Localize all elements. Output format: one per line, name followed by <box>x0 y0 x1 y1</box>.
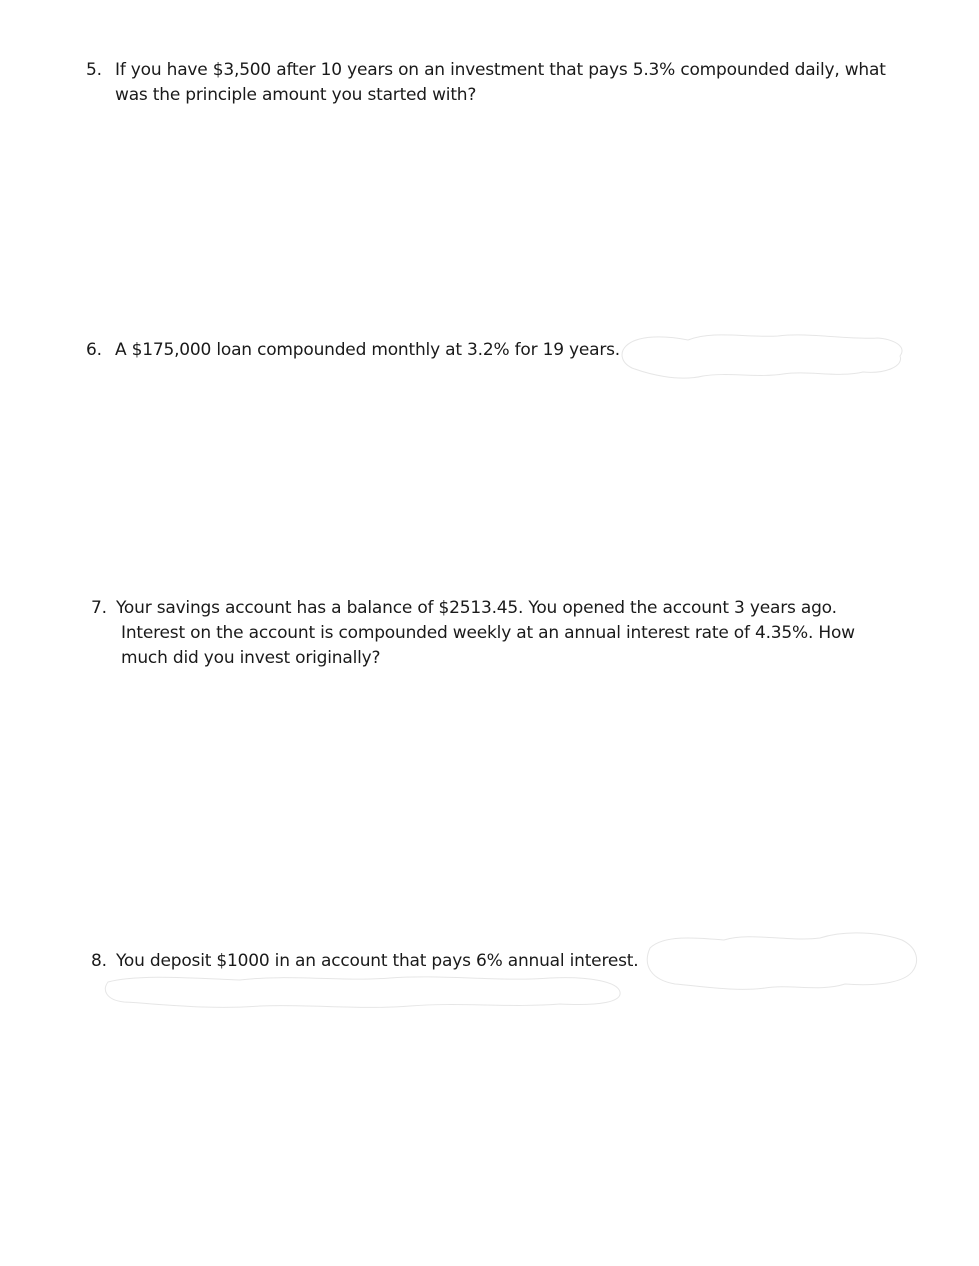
redaction-blob-1 <box>618 326 908 384</box>
problem-7-number: 7. <box>91 598 107 618</box>
redaction-blob-3 <box>100 968 628 1012</box>
problem-8-number: 8. <box>91 951 107 971</box>
problem-5-line-2: was the principle amount you started with? <box>115 85 477 105</box>
problem-7-line-2: Interest on the account is compounded weekly at an annual interest rate of 4.35%. How <box>121 623 855 643</box>
redaction-blob-2 <box>640 926 922 998</box>
problem-5-text <box>86 58 906 108</box>
problem-5 <box>86 58 906 108</box>
problem-6 <box>86 338 646 363</box>
problem-5-number: 5. <box>86 60 102 80</box>
problem-6-text: A $175,000 loan compounded monthly at 3.2% for 19 years. <box>115 340 621 360</box>
problem-7 <box>91 596 891 671</box>
problem-6-number: 6. <box>86 340 102 360</box>
problem-8 <box>91 949 671 974</box>
problem-7-text <box>91 596 891 671</box>
problem-5-line-1: If you have $3,500 after 10 years on an investment that pays 5.3% compounded daily, what <box>115 60 886 80</box>
problem-7-line-3: much did you invest originally? <box>121 648 381 668</box>
problem-7-line-1: Your savings account has a balance of $2513.45. You opened the account 3 years ago. <box>116 598 837 618</box>
problem-8-text: You deposit $1000 in an account that pays 6% annual interest. <box>116 951 639 971</box>
